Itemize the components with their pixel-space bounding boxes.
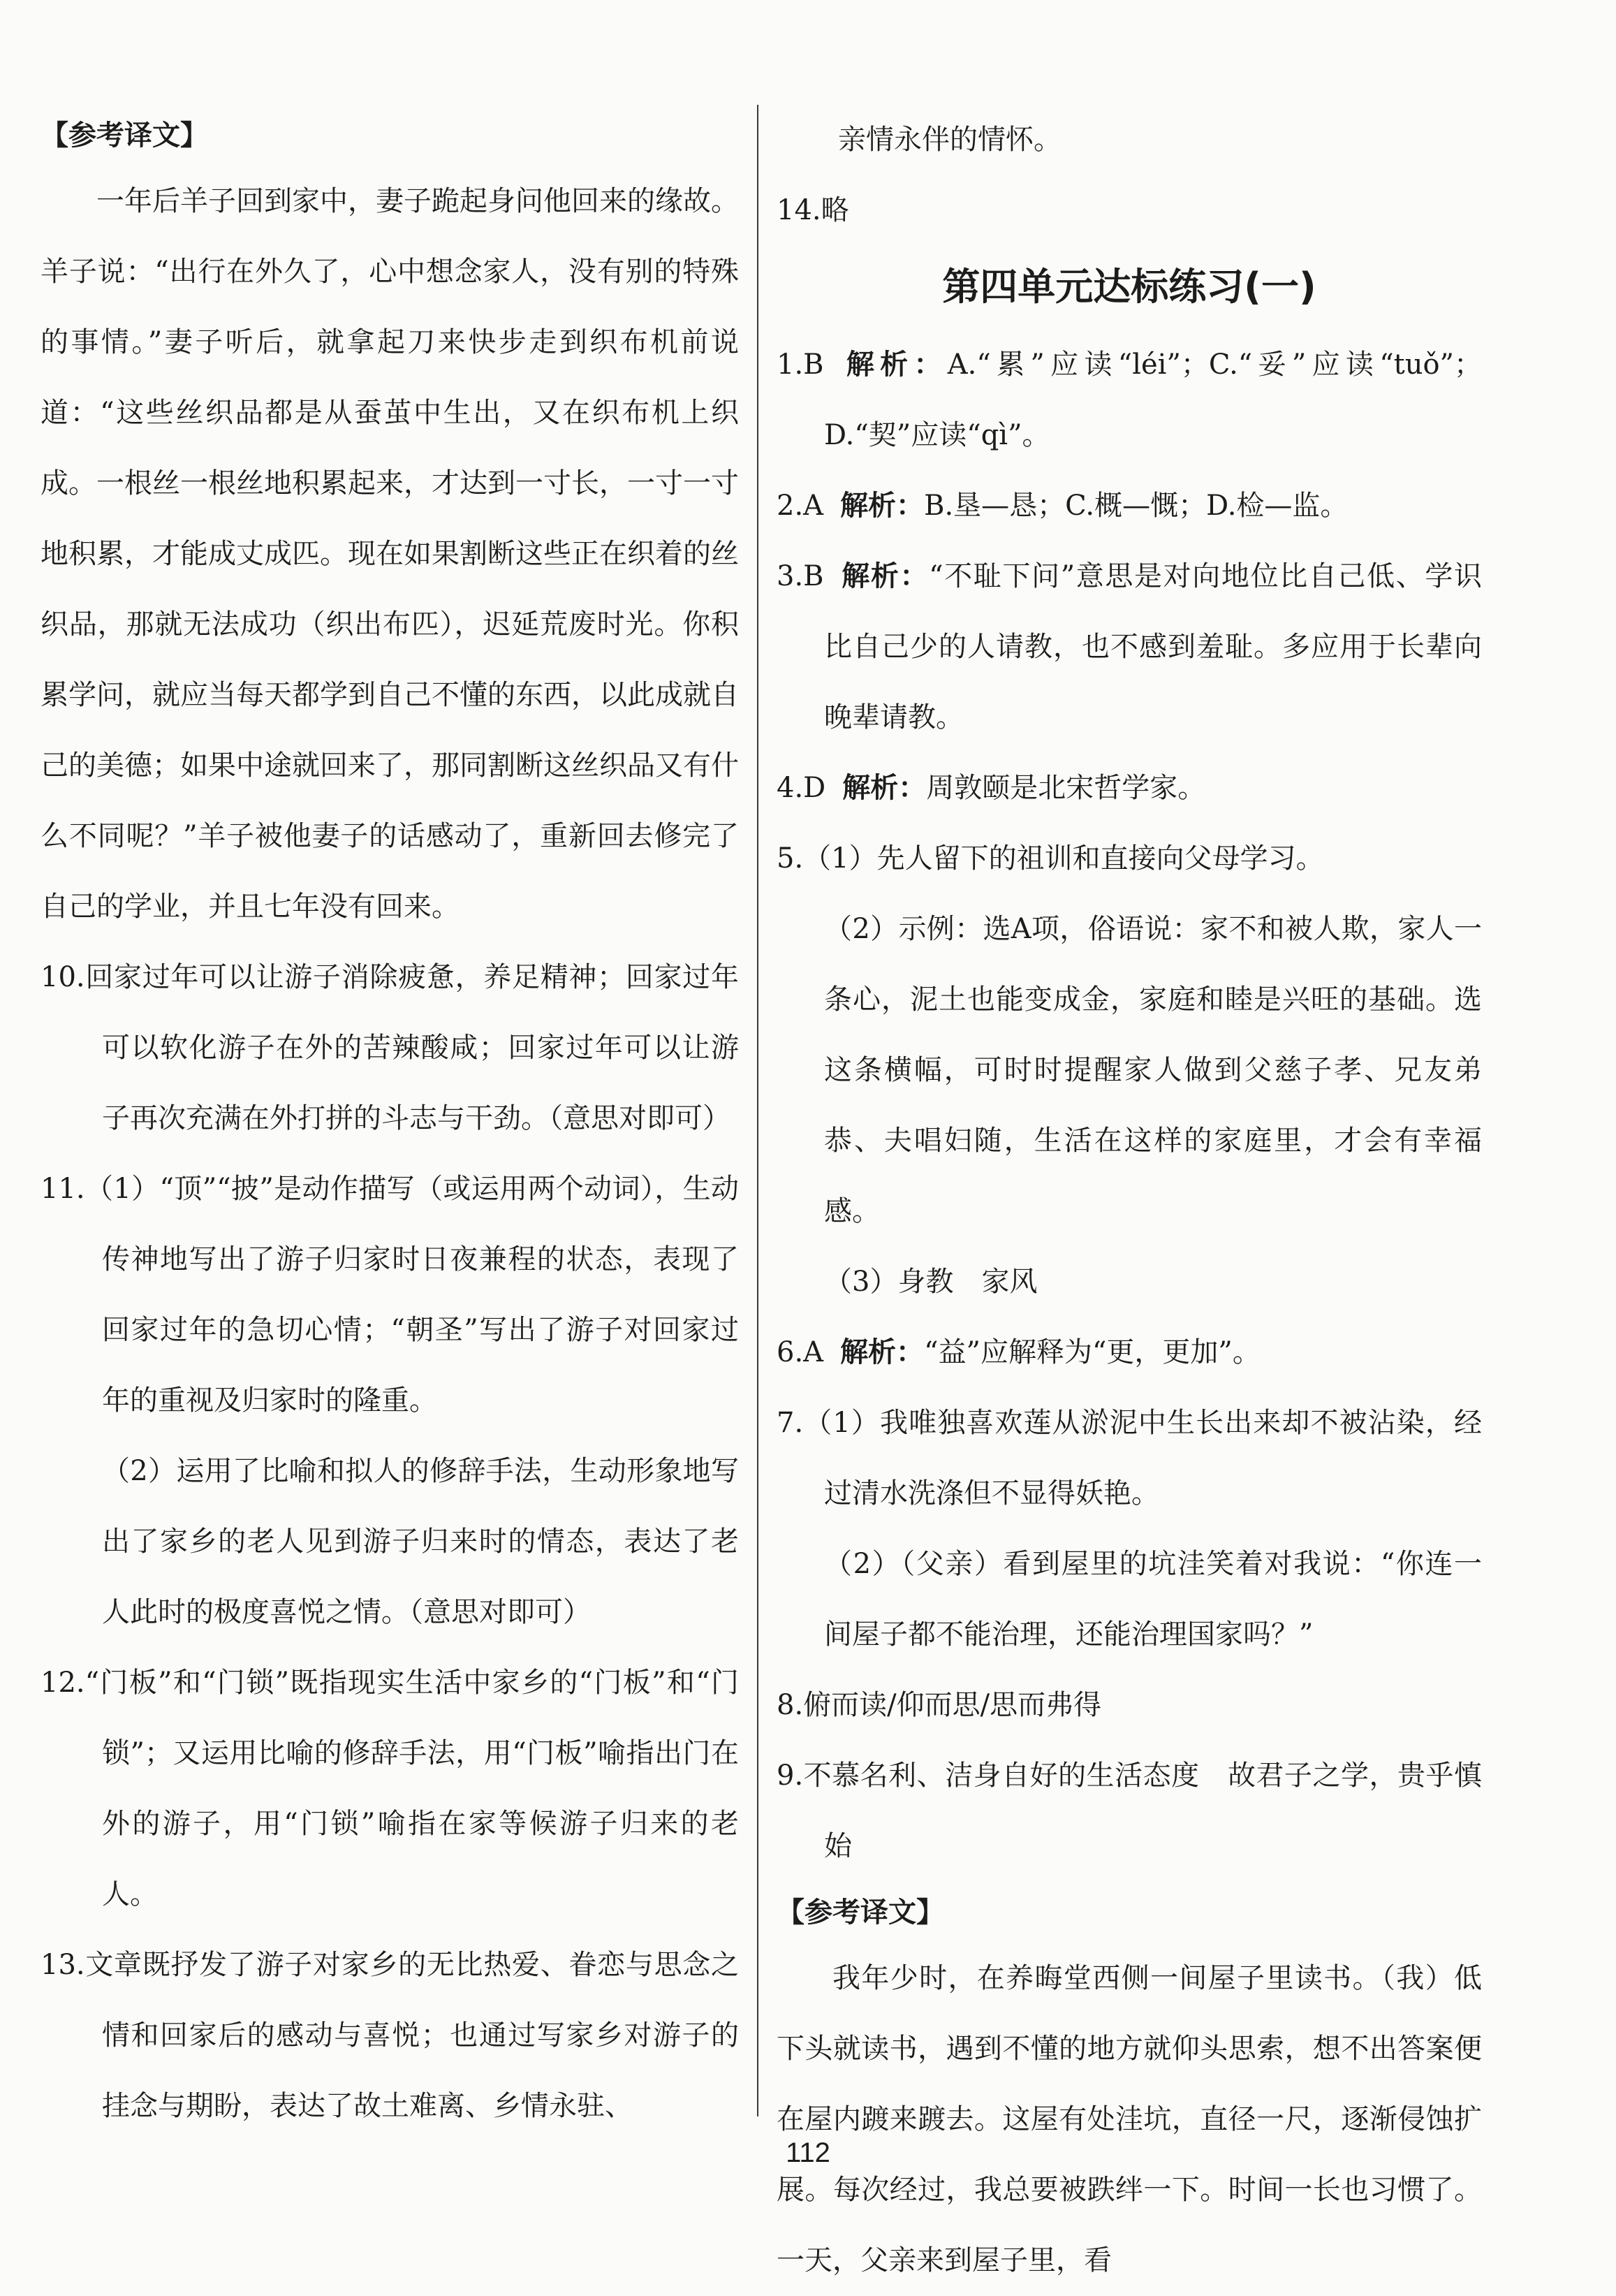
- answer-7-1: 7.（1）我唯独喜欢莲从淤泥中生长出来却不被沾染，经过清水洗涤但不显得妖艳。: [777, 1407, 1482, 1509]
- page-number: 112: [786, 2137, 830, 2168]
- answer-2: [777, 471, 1482, 541]
- answer-6: [777, 1317, 1482, 1388]
- answer-6-choice: 6.A: [777, 1336, 824, 1368]
- analysis-label: 解析：: [840, 560, 930, 592]
- answer-7-2: （2）（父亲）看到屋里的坑洼笑着对我说：“你连一间屋子都不能治理，还能治理国家吗？”: [824, 1548, 1482, 1651]
- answer-1-choice: 1.B: [777, 349, 824, 381]
- answer-9: 9.不慕名利、洁身自好的生活态度 故君子之学，贵乎慎始: [777, 1760, 1482, 1862]
- answer-13: 13.文章既抒发了游子对家乡的无比热爱、眷恋与思念之情和回家后的感动与喜悦；也通过写家乡对游子的挂念与期盼，表达了故土难离、乡情永驻、: [41, 1949, 739, 2122]
- answer-3-choice: 3.B: [777, 560, 824, 592]
- answer-4-choice: 4.D: [777, 772, 826, 804]
- analysis-label: 解析：: [842, 772, 927, 804]
- answer-5-2: （2）示例：选A项，俗语说：家不和被人欺，家人一条心，泥土也能变成金，家庭和睦是兴旺的基础。选这条横幅，可时时提醒家人做到父慈子孝、兄友弟恭、夫唱妇随，生活在这样的家庭里，才会有幸福感。: [824, 913, 1482, 1227]
- section-title: 第四单元达标练习(一): [942, 265, 1316, 309]
- answer-4: [777, 753, 1482, 824]
- answer-2-choice: 2.A: [777, 490, 824, 522]
- translation-paragraph: 我年少时，在养晦堂西侧一间屋子里读书。（我）低下头就读书，遇到不懂的地方就仰头思索，想不出答案便在屋内踱来踱去。这屋有处洼坑，直径一尺，逐渐侵蚀扩展。每次经过，我总要被跌绊一下。时间一长也习惯了。一天，父亲来到屋子里，看: [777, 1962, 1482, 2276]
- analysis-label: 解析：: [840, 1336, 925, 1368]
- answer-11-1: 11.（1）“顶”“披”是动作描写（或运用两个动词），生动传神地写出了游子归家时日夜兼程的状态，表现了回家过年的急切心情；“朝圣”写出了游子对回家过年的重视及归家时的隆重。: [41, 1173, 739, 1417]
- answer-3-analysis: “不耻下问”意思是对向地位比自己低、学识比自己少的人请教，也不感到羞耻。多应用于长辈向晚辈请教。: [824, 560, 1482, 733]
- answer-8: 8.俯而读/仰而思/思而弗得: [777, 1689, 1102, 1721]
- answer-5-3: （3）身教 家风: [824, 1266, 1038, 1298]
- left-column: [41, 105, 739, 2142]
- analysis-label: 解析：: [840, 490, 925, 522]
- column-divider: [757, 105, 758, 2116]
- answer-5-1: 5.（1）先人留下的祖训和直接向父母学习。: [777, 842, 1324, 875]
- answer-12: 12.“门板”和“门锁”既指现实生活中家乡的“门板”和“门锁”；又运用比喻的修辞手法，用“门板”喻指出门在外的游子，用“门锁”喻指在家等候游子归来的老人。: [41, 1667, 739, 1910]
- answer-10: 10.回家过年可以让游子消除疲惫，养足精神；回家过年可以软化游子在外的苦辣酸咸；回家过年可以让游子再次充满在外打拼的斗志与干劲。（意思对即可）: [41, 961, 739, 1134]
- answer-3: [777, 541, 1482, 753]
- answer-1-analysis: A.“累”应读“léi”；C.“妥”应读“tuǒ”；D.“契”应读“qì”。: [824, 349, 1483, 451]
- reference-translation-title: 【参考译文】: [41, 119, 208, 152]
- answer-2-analysis: B.垦—恳；C.概—慨；D.检—监。: [924, 490, 1349, 522]
- right-column: [777, 105, 1482, 2296]
- answer-14: 14.略: [777, 194, 849, 226]
- answer-4-analysis: 周敦颐是北宋哲学家。: [926, 772, 1206, 804]
- translation-paragraph: 一年后羊子回到家中，妻子跪起身问他回来的缘故。羊子说：“出行在外久了，心中想念家人，没有别的特殊的事情。”妻子听后，就拿起刀来快步走到织布机前说道：“这些丝织品都是从蚕茧中生出，又在织布机上织成。一根丝一根丝地积累起来，才达到一寸长，一寸一寸地积累，才能成丈成匹。现在如果割断这些正在织着的丝织品，那就无法成功（织出布匹），迟延荒废时光。你积累学问，就应当每天都学到自己不懂的东西，以此成就自己的美德；如果中途就回来了，那同割断这丝织品又有什么不同呢？”羊子被他妻子的话感动了，重新回去修完了自己的学业，并且七年没有回来。: [41, 185, 739, 923]
- reference-translation-title: 【参考译文】: [777, 1896, 944, 1929]
- answer-1: [777, 330, 1482, 471]
- answer-13-continued: 亲情永伴的情怀。: [838, 124, 1062, 156]
- answer-6-analysis: “益”应解释为“更，更加”。: [924, 1336, 1261, 1368]
- answer-11-2: （2）运用了比喻和拟人的修辞手法，生动形象地写出了家乡的老人见到游子归来时的情态，表达了老人此时的极度喜悦之情。（意思对即可）: [102, 1455, 739, 1628]
- analysis-label: 解析：: [840, 349, 948, 381]
